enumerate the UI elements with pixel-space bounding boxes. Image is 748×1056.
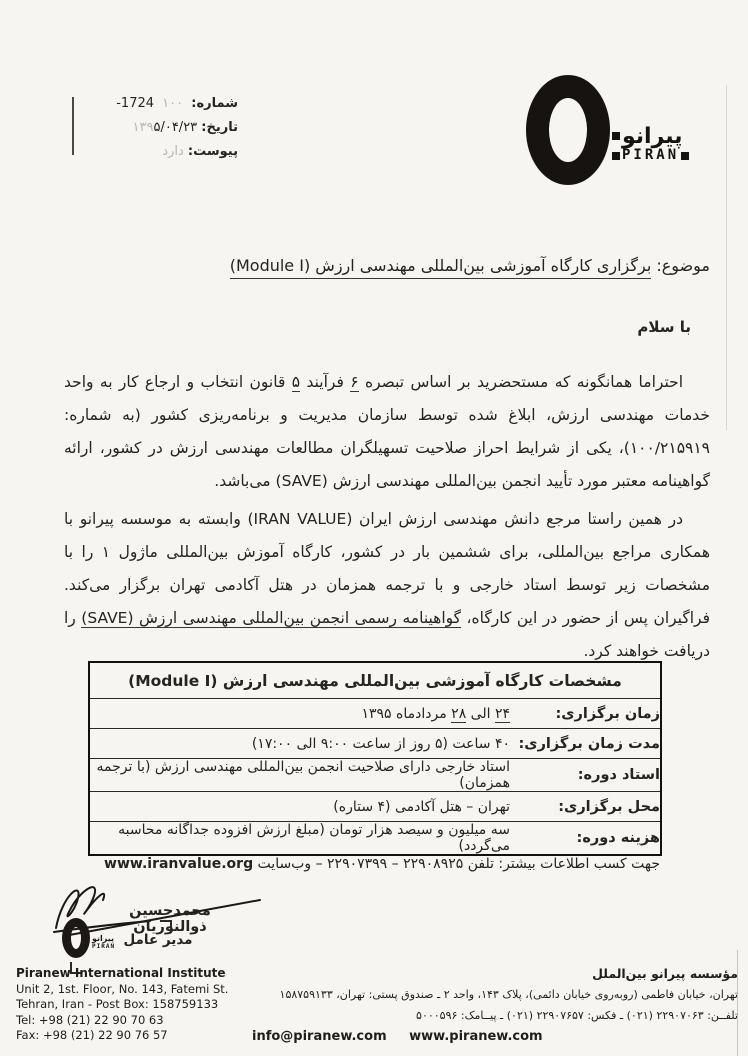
row-value: ۴۰ ساعت (۵ روز از ساعت ۹:۰۰ الی ۱۷:۰۰) [89, 729, 510, 759]
institute-name-en: Piranew International Institute [16, 966, 226, 980]
table-row [89, 759, 661, 792]
meta-bracket-line [72, 97, 74, 155]
subject-line: موضوع: برگزاری کارگاه آموزشی بین‌المللی مهندسی ارزش (Module I) [150, 256, 710, 275]
signatory-name: محمدحسین ذوالنوریان [129, 903, 211, 935]
doc-number-value: -1724 [116, 96, 155, 111]
logo-pixel-block [612, 132, 620, 140]
table-title: مشخصات کارگاه آموزشی بین‌المللی مهندسی ارزش (Module I) [128, 671, 622, 690]
signatory-title: مدیر عامل [123, 932, 193, 948]
doc-date-label: تاریخ: [201, 120, 238, 135]
piran-logo-ring-icon [526, 75, 610, 185]
row-label: محل برگزاری: [510, 792, 661, 822]
row-value: تهران – هتل آکادمی (۴ ستاره) [89, 792, 510, 822]
logo-text-latin: PIRAN [622, 146, 680, 163]
piran-stamp [62, 918, 116, 958]
row-label: استاد دوره: [510, 759, 661, 792]
workshop-spec-table [88, 661, 662, 856]
stamp-ring-icon [62, 918, 90, 958]
table-row [89, 729, 661, 759]
body-paragraph-1: احتراما همانگونه که مستحضرید بر اساس تبصره ۶ فرآیند ۵ قانون انتخاب و ارجاع کار به واحد خدمات مهندسی ارزش، ابلاغ شده توسط سازمان مدیریت و برنامه‌ریزی کشور (به شماره: ۱۰۰/۲۱۵۹۱۹)، یکی از شرایط احراز صلاحیت تسهیلگران مطالعات مهندسی ارزش در کشور، ارائه گواهینامه معتبر مورد تأیید انجمن بین‌المللی مهندسی ارزش (SAVE) می‌باشد. [64, 372, 710, 490]
logo-pixel-block [612, 152, 620, 160]
body-paragraph-2: در همین راستا مرجع دانش مهندسی ارزش ایران (IRAN VALUE) وابسته به موسسه پیرانو با همکاری مراجع بین‌المللی، برای ششمین بار در کشور، کارگاه آموزش بین‌المللی ماژول ۱ را با مشخصات زیر توسط استاد خارجی و با ترجمه همزمان در هتل آکادمی تهران برگزار می‌کند. فراگیران پس از حضور در این کارگاه، گواهینامه رسمی انجمن بین‌المللی مهندسی ارزش (SAVE) را دریافت خواهند کرد. [64, 509, 711, 660]
table-title-row [89, 662, 661, 699]
row-value: سه میلیون و سیصد هزار تومان (مبلغ ارزش افزوده جداگانه محاسبه می‌گردد) [89, 822, 510, 856]
email-website-line: info@piranew.com www.piranew.com [252, 1029, 543, 1044]
phone-line: تلفــن: ۲۲۹۰۷۰۶۳ (۰۲۱) ـ فکس: ۲۲۹۰۷۶۵۷ (۰۲۱) ـ پیــامک: ۵۰۰۰۵۹۶ [416, 1009, 738, 1022]
footer-address-farsi [252, 963, 738, 1047]
address-line: Unit 2, 1st. Floor, No. 143, Fatemi St. [16, 981, 229, 996]
doc-attachment-label: پیوست: [187, 144, 238, 159]
doc-number-field [80, 92, 238, 116]
greeting: با سلام [637, 318, 691, 336]
table-row [89, 822, 661, 856]
piran-logo-wordmark [610, 124, 691, 163]
institute-name-fa: مؤسسه پیرانو بین‌الملل [592, 966, 738, 981]
doc-number-label: شماره: [191, 96, 238, 111]
address-line: Tehran, Iran - Post Box: 158759133 [16, 997, 219, 1011]
doc-date-value: ۵/۰۴/۲۳ [153, 120, 198, 135]
stamp-corner-mark [160, 920, 172, 932]
footer-address-english [16, 966, 228, 1044]
doc-attachment-value: دارد [162, 144, 184, 159]
logo-pixel-block [681, 152, 689, 160]
phone-line: Tel: +98 (21) 22 90 70 63 [16, 1012, 164, 1027]
scan-artifact-line [726, 85, 727, 430]
stamp-text-farsi: پیرانو [92, 933, 115, 943]
row-value: ۲۴ الی ۲۸ مردادماه ۱۳۹۵ [89, 699, 510, 729]
document-meta [80, 92, 238, 164]
address-line: تهران، خیابان فاطمی (روبه‌روی خیابان دائمی)، پلاک ۱۴۳، واحد ۲ ـ صندوق پستی: تهران، ۱۵۸۷۵۹۱۳۳ [279, 988, 738, 1001]
stamp-text-latin: PIRAN [92, 942, 116, 950]
doc-attachment-field [80, 140, 238, 164]
logo-text-farsi: پیرانو [622, 123, 683, 149]
row-label: هزینه دوره: [510, 822, 661, 856]
contact-info-line: جهت کسب اطلاعات بیشتر: تلفن ۲۲۹۰۸۹۲۵ – ۲۲۹۰۷۳۹۹ – وب‌سایت www.iranvalue.org [104, 856, 660, 872]
doc-date-faint: ۱۳۹ [132, 120, 154, 135]
doc-number-faint: ۱۰۰ [162, 96, 184, 111]
piran-logo [526, 74, 710, 186]
doc-date-field [80, 116, 238, 140]
table-row [89, 792, 661, 822]
row-label: زمان برگزاری: [510, 699, 661, 729]
fax-line: Fax: +98 (21) 22 90 76 57 [16, 1028, 168, 1042]
table-row [89, 699, 661, 729]
stamp-wordmark [92, 935, 115, 950]
row-label: مدت زمان برگزاری: [510, 729, 661, 759]
row-value: استاد خارجی دارای صلاحیت انجمن بین‌المللی مهندسی ارزش (با ترجمه همزمان) [89, 759, 510, 792]
